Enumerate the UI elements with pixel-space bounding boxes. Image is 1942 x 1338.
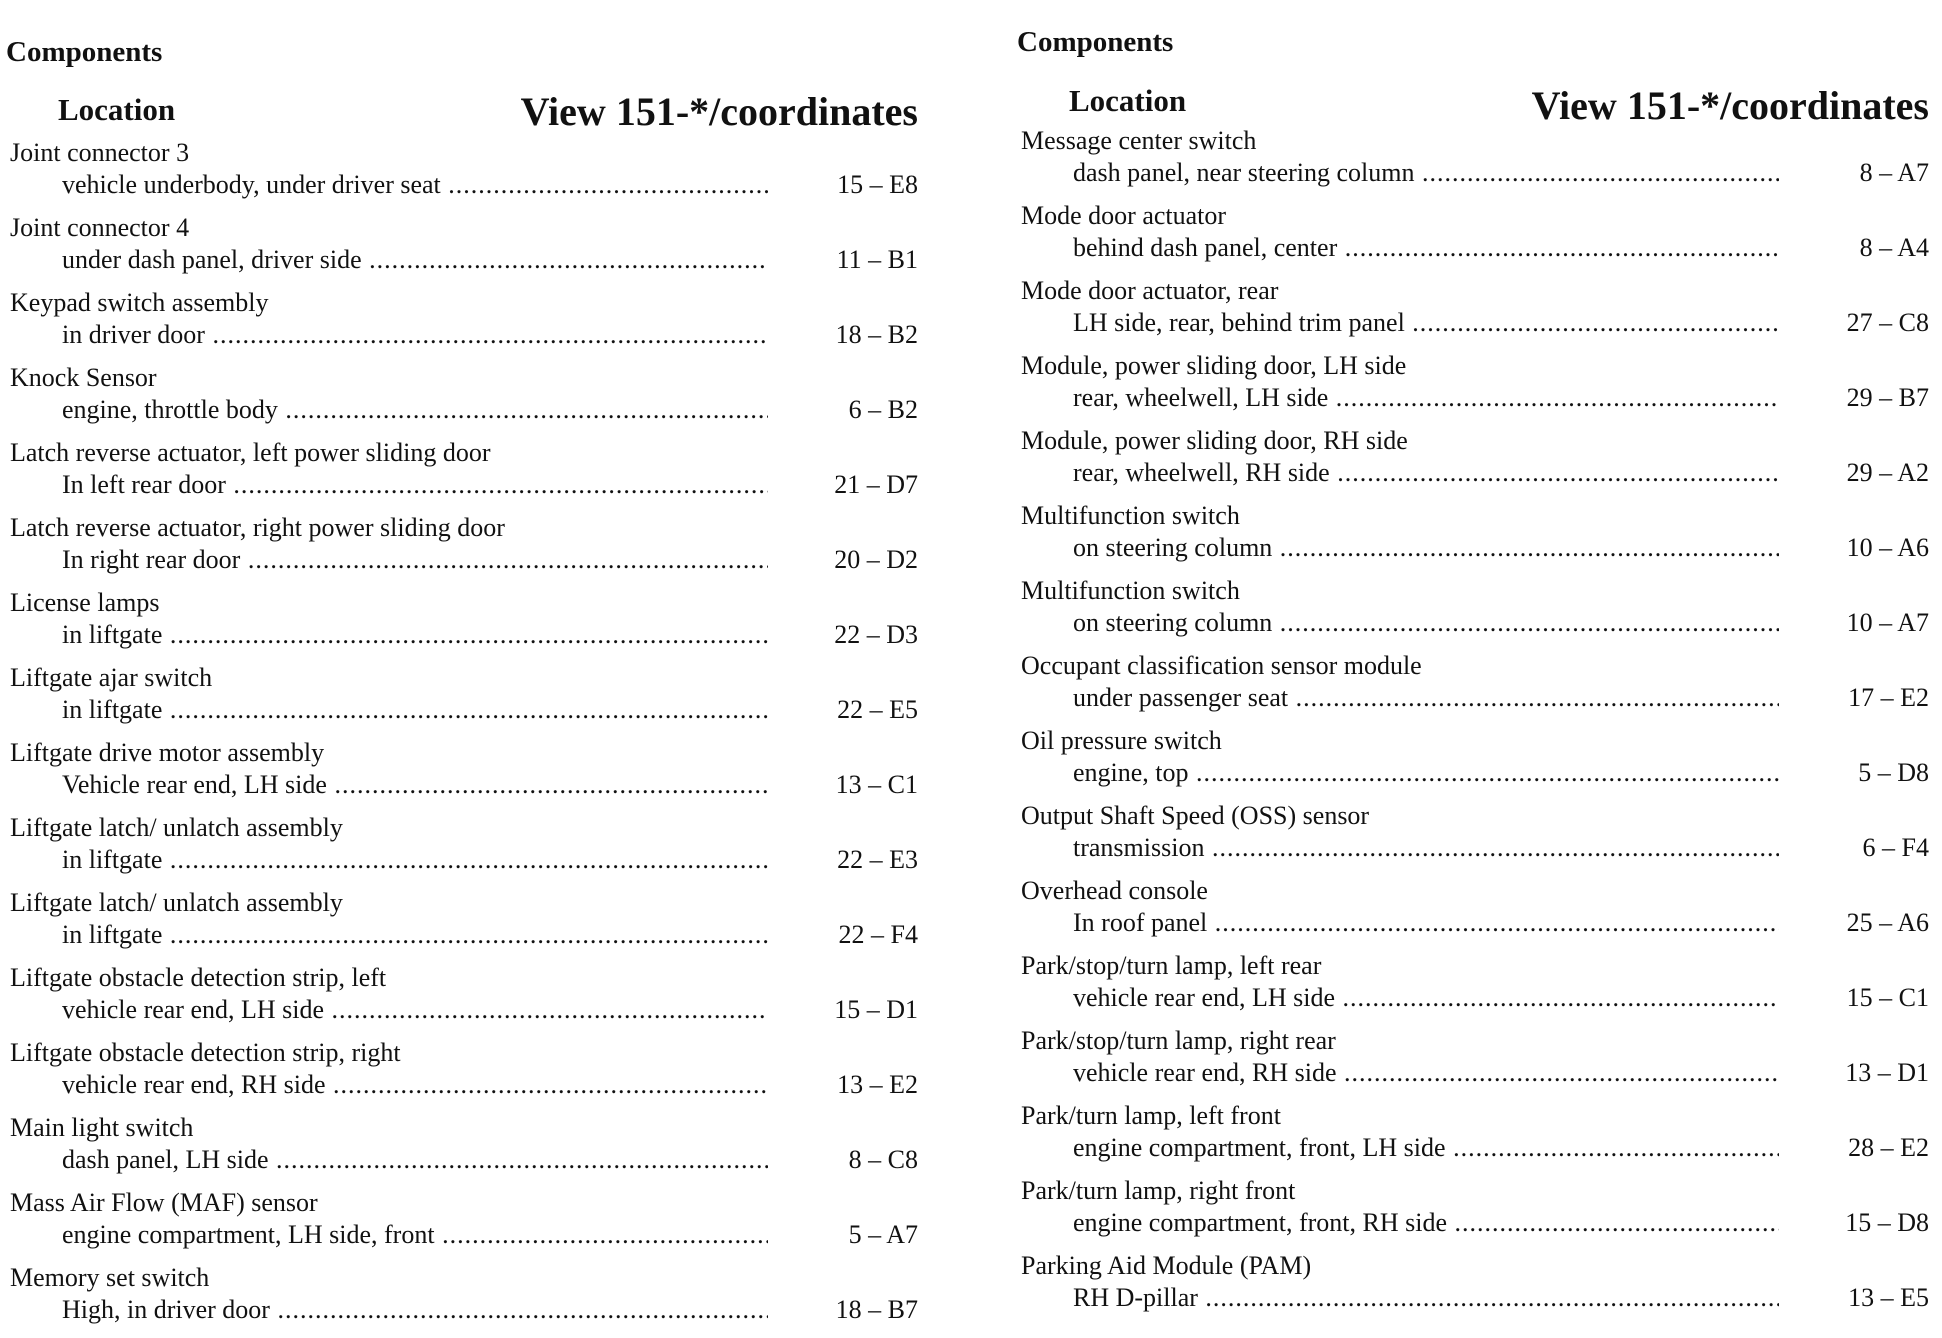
component-location: vehicle rear end, RH side .....	[1073, 1058, 1779, 1088]
component-entry	[6, 588, 918, 663]
component-location: RH D-pillar .....	[1073, 1283, 1779, 1313]
component-location: rear, wheelwell, RH side .....	[1073, 458, 1779, 488]
component-location: In roof panel .....	[1073, 908, 1779, 938]
component-entry	[6, 1113, 918, 1188]
component-location: in liftgate .....	[62, 695, 768, 725]
component-entry	[1017, 576, 1929, 651]
component-name: Park/turn lamp, right front	[1021, 1176, 1296, 1205]
view-coordinate: 13 – C1	[835, 770, 918, 799]
view-coordinate: 15 – E8	[837, 170, 918, 199]
component-entry	[6, 738, 918, 813]
component-name: Occupant classification sensor module	[1021, 651, 1422, 680]
view-coordinate: 29 – B7	[1846, 383, 1929, 412]
component-entry	[1017, 276, 1929, 351]
component-location: engine, top .....	[1073, 758, 1779, 788]
component-name: Park/stop/turn lamp, right rear	[1021, 1026, 1336, 1055]
view-coordinates-header: View 151-*/coordinates	[520, 89, 918, 134]
view-coordinate: 15 – D1	[834, 995, 918, 1024]
component-location: vehicle rear end, LH side .....	[1073, 983, 1779, 1013]
component-entry	[1017, 201, 1929, 276]
view-coordinate: 22 – E5	[837, 695, 918, 724]
view-coordinate: 15 – C1	[1846, 983, 1929, 1012]
component-entry	[6, 513, 918, 588]
component-entry	[6, 1263, 918, 1338]
component-entry	[6, 813, 918, 888]
view-coordinate: 22 – F4	[838, 920, 918, 949]
component-entry	[6, 663, 918, 738]
component-name: Liftgate obstacle detection strip, right	[10, 1038, 401, 1067]
component-name: Oil pressure switch	[1021, 726, 1222, 755]
component-entry	[1017, 726, 1929, 801]
view-coordinate: 15 – D8	[1845, 1208, 1929, 1237]
component-entry	[1017, 651, 1929, 726]
component-name: Liftgate drive motor assembly	[10, 738, 325, 767]
component-location: In right rear door .....	[62, 545, 768, 575]
view-coordinate: 10 – A7	[1846, 608, 1929, 637]
component-name: Liftgate latch/ unlatch assembly	[10, 813, 343, 842]
component-location: rear, wheelwell, LH side .....	[1073, 383, 1779, 413]
component-name: Mode door actuator	[1021, 201, 1227, 230]
component-location: on steering column .....	[1073, 533, 1779, 563]
component-location: in driver door .....	[62, 320, 768, 350]
component-location: under passenger seat .....	[1073, 683, 1779, 713]
location-header: Location	[1069, 83, 1187, 118]
view-coordinates-header: View 151-*/coordinates	[1531, 83, 1929, 128]
section-title: Components	[6, 36, 163, 68]
view-coordinate: 6 – F4	[1862, 833, 1929, 862]
component-name: Overhead console	[1021, 876, 1208, 905]
view-coordinate: 13 – E2	[837, 1070, 918, 1099]
component-name: Multifunction switch	[1021, 576, 1240, 605]
component-entry	[1017, 876, 1929, 951]
component-name: Module, power sliding door, LH side	[1021, 351, 1407, 380]
component-name: Joint connector 3	[10, 138, 190, 167]
view-coordinate: 20 – D2	[834, 545, 918, 574]
component-location: engine compartment, LH side, front .....	[62, 1220, 768, 1250]
view-coordinate: 22 – E3	[837, 845, 918, 874]
component-entry	[1017, 951, 1929, 1026]
component-location: dash panel, near steering column .....	[1073, 158, 1779, 188]
component-location: under dash panel, driver side .....	[62, 245, 768, 275]
component-entry	[1017, 1176, 1929, 1251]
view-coordinate: 17 – E2	[1848, 683, 1929, 712]
component-entry	[6, 1188, 918, 1263]
component-entry	[1017, 1251, 1929, 1326]
component-list	[1017, 126, 1929, 1326]
component-name: Joint connector 4	[10, 213, 190, 242]
component-name: Multifunction switch	[1021, 501, 1240, 530]
component-location: dash panel, LH side .....	[62, 1145, 768, 1175]
component-location: vehicle rear end, LH side .....	[62, 995, 768, 1025]
component-name: Latch reverse actuator, left power sliding door	[10, 438, 491, 467]
component-list	[6, 138, 918, 1338]
component-entry	[6, 288, 918, 363]
component-entry	[6, 1038, 918, 1113]
component-location: in liftgate .....	[62, 920, 768, 950]
view-coordinate: 13 – D1	[1845, 1058, 1929, 1087]
component-entry	[6, 888, 918, 963]
component-entry	[1017, 126, 1929, 201]
component-location: behind dash panel, center .....	[1073, 233, 1779, 263]
component-entry	[6, 213, 918, 288]
component-name: Latch reverse actuator, right power sliding door	[10, 513, 505, 542]
component-entry	[1017, 501, 1929, 576]
component-location: High, in driver door .....	[62, 1295, 768, 1325]
component-entry	[6, 363, 918, 438]
view-coordinate: 21 – D7	[834, 470, 918, 499]
view-coordinate: 8 – A7	[1859, 158, 1929, 187]
component-location: engine compartment, front, LH side .....	[1073, 1133, 1779, 1163]
component-entry	[1017, 426, 1929, 501]
component-entry	[6, 438, 918, 513]
component-location: on steering column .....	[1073, 608, 1779, 638]
component-name: Liftgate ajar switch	[10, 663, 213, 692]
component-name: Parking Aid Module (PAM)	[1021, 1251, 1312, 1280]
view-coordinate: 27 – C8	[1846, 308, 1929, 337]
component-location: transmission .....	[1073, 833, 1779, 863]
component-entry	[1017, 801, 1929, 876]
view-coordinate: 29 – A2	[1846, 458, 1929, 487]
component-name: Park/stop/turn lamp, left rear	[1021, 951, 1322, 980]
component-entry	[6, 138, 918, 213]
view-coordinate: 5 – D8	[1858, 758, 1929, 787]
component-name: Message center switch	[1021, 126, 1257, 155]
view-coordinate: 5 – A7	[848, 1220, 918, 1249]
component-location: engine, throttle body .....	[62, 395, 768, 425]
component-name: Output Shaft Speed (OSS) sensor	[1021, 801, 1370, 830]
component-location: in liftgate .....	[62, 845, 768, 875]
component-name: Main light switch	[10, 1113, 194, 1142]
view-coordinate: 6 – B2	[848, 395, 918, 424]
component-name: Liftgate obstacle detection strip, left	[10, 963, 387, 992]
component-name: Keypad switch assembly	[10, 288, 269, 317]
component-entry	[1017, 1026, 1929, 1101]
component-entry	[1017, 1101, 1929, 1176]
view-coordinate: 18 – B7	[835, 1295, 918, 1324]
view-coordinate: 28 – E2	[1848, 1133, 1929, 1162]
component-name: Memory set switch	[10, 1263, 210, 1292]
view-coordinate: 18 – B2	[835, 320, 918, 349]
view-coordinate: 25 – A6	[1846, 908, 1929, 937]
view-coordinate: 13 – E5	[1848, 1283, 1929, 1312]
view-coordinate: 11 – B1	[836, 245, 918, 274]
component-name: Knock Sensor	[10, 363, 157, 392]
component-location: In left rear door .....	[62, 470, 768, 500]
component-name: Mass Air Flow (MAF) sensor	[10, 1188, 318, 1217]
location-header: Location	[58, 92, 176, 127]
component-location: Vehicle rear end, LH side .....	[62, 770, 768, 800]
component-location: engine compartment, front, RH side .....	[1073, 1208, 1779, 1238]
component-name: License lamps	[10, 588, 160, 617]
component-location: vehicle rear end, RH side .....	[62, 1070, 768, 1100]
component-location: LH side, rear, behind trim panel .....	[1073, 308, 1779, 338]
section-title: Components	[1017, 26, 1174, 58]
component-name: Module, power sliding door, RH side	[1021, 426, 1408, 455]
view-coordinate: 22 – D3	[834, 620, 918, 649]
component-name: Park/turn lamp, left front	[1021, 1101, 1281, 1130]
component-location: vehicle underbody, under driver seat .....	[62, 170, 768, 200]
view-coordinate: 8 – A4	[1859, 233, 1929, 262]
component-name: Liftgate latch/ unlatch assembly	[10, 888, 343, 917]
component-entry	[1017, 351, 1929, 426]
component-location: in liftgate .....	[62, 620, 768, 650]
component-entry	[6, 963, 918, 1038]
component-name: Mode door actuator, rear	[1021, 276, 1279, 305]
view-coordinate: 10 – A6	[1846, 533, 1929, 562]
view-coordinate: 8 – C8	[848, 1145, 918, 1174]
